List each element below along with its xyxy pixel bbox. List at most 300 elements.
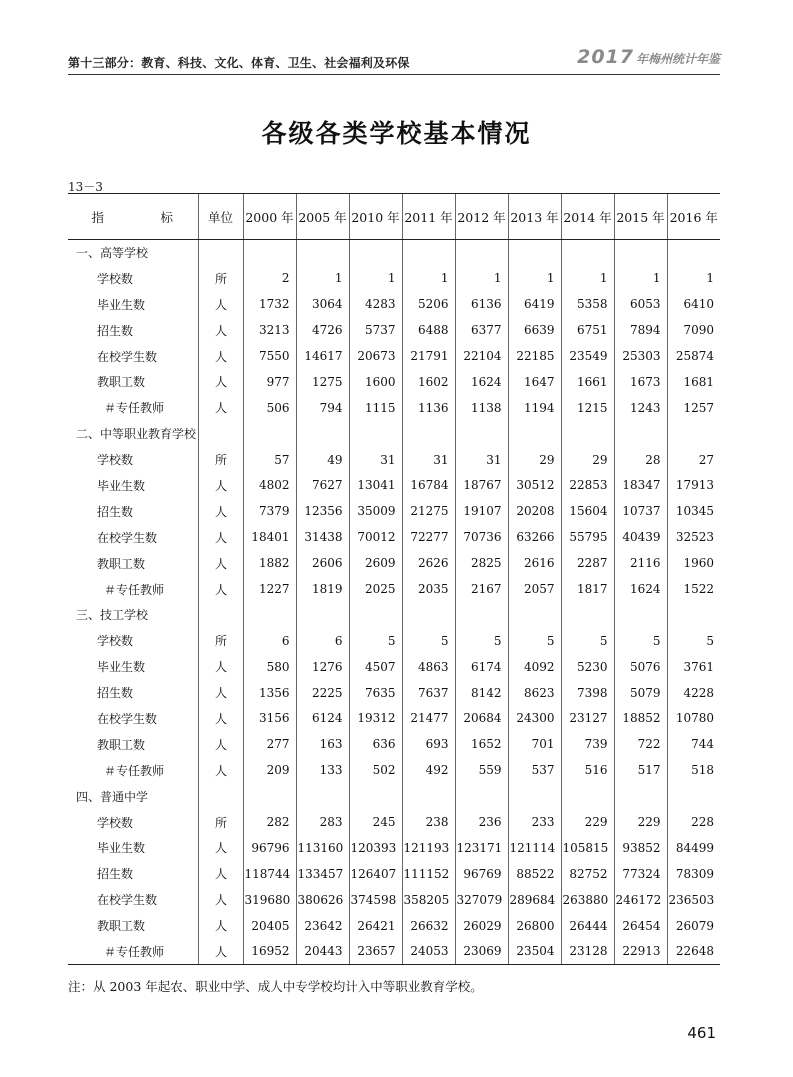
- section-label: 四、普通中学: [76, 789, 149, 804]
- value-cell: 6410: [667, 291, 720, 317]
- column-header-year: 2012 年: [455, 194, 508, 240]
- value-cell: 229: [614, 809, 667, 835]
- value-cell: 18347: [614, 473, 667, 499]
- value-cell: 31438: [296, 524, 349, 550]
- section-label: 三、技工学校: [76, 608, 149, 623]
- value-cell: 5: [508, 628, 561, 654]
- row-label: 在校学生数: [97, 711, 158, 726]
- unit-cell: [198, 421, 243, 447]
- value-cell: 7637: [402, 680, 455, 706]
- value-cell: 238: [402, 809, 455, 835]
- value-cell: 6377: [455, 317, 508, 343]
- table-row: [68, 369, 720, 395]
- value-cell: [508, 240, 561, 266]
- unit-cell: 人: [198, 343, 243, 369]
- unit-cell: 人: [198, 576, 243, 602]
- value-cell: 6053: [614, 291, 667, 317]
- value-cell: 26800: [508, 913, 561, 939]
- value-cell: 118744: [243, 861, 296, 887]
- value-cell: 236: [455, 809, 508, 835]
- value-cell: 744: [667, 731, 720, 757]
- value-cell: 4092: [508, 654, 561, 680]
- column-header-year: 2016 年: [667, 194, 720, 240]
- value-cell: 228: [667, 809, 720, 835]
- row-label: 教职工数: [97, 375, 146, 390]
- value-cell: 123171: [455, 835, 508, 861]
- value-cell: 2: [243, 265, 296, 291]
- value-cell: 2225: [296, 680, 349, 706]
- value-cell: [402, 421, 455, 447]
- value-cell: 20684: [455, 706, 508, 732]
- value-cell: 3156: [243, 706, 296, 732]
- value-cell: 3761: [667, 654, 720, 680]
- value-cell: 1115: [349, 395, 402, 421]
- unit-cell: 所: [198, 628, 243, 654]
- value-cell: 1: [402, 265, 455, 291]
- value-cell: 374598: [349, 887, 402, 913]
- value-cell: 23549: [561, 343, 614, 369]
- value-cell: 4228: [667, 680, 720, 706]
- value-cell: 5: [561, 628, 614, 654]
- value-cell: 5: [614, 628, 667, 654]
- value-cell: 70012: [349, 524, 402, 550]
- value-cell: 27: [667, 447, 720, 473]
- value-cell: 72277: [402, 524, 455, 550]
- value-cell: 6488: [402, 317, 455, 343]
- value-cell: [561, 783, 614, 809]
- value-cell: 49: [296, 447, 349, 473]
- value-cell: [349, 602, 402, 628]
- value-cell: [508, 421, 561, 447]
- header-yearbook-year: 2017: [577, 46, 634, 68]
- column-header-indicator: 指 标: [68, 194, 198, 240]
- value-cell: 8623: [508, 680, 561, 706]
- table-row: [68, 265, 720, 291]
- unit-cell: [198, 240, 243, 266]
- table-row: [68, 680, 720, 706]
- value-cell: 283: [296, 809, 349, 835]
- table-row: [68, 473, 720, 499]
- value-cell: 5206: [402, 291, 455, 317]
- value-cell: [614, 783, 667, 809]
- value-cell: 2035: [402, 576, 455, 602]
- value-cell: 18852: [614, 706, 667, 732]
- value-cell: 5737: [349, 317, 402, 343]
- value-cell: 5: [667, 628, 720, 654]
- value-cell: 29: [561, 447, 614, 473]
- unit-cell: 人: [198, 939, 243, 965]
- row-label: 学校数: [97, 271, 134, 286]
- unit-cell: 所: [198, 447, 243, 473]
- value-cell: 35009: [349, 498, 402, 524]
- value-cell: 1: [296, 265, 349, 291]
- value-cell: 20405: [243, 913, 296, 939]
- unit-cell: 人: [198, 887, 243, 913]
- table-row: [68, 524, 720, 550]
- value-cell: 701: [508, 731, 561, 757]
- value-cell: 19107: [455, 498, 508, 524]
- value-cell: 26454: [614, 913, 667, 939]
- value-cell: 113160: [296, 835, 349, 861]
- value-cell: 2606: [296, 550, 349, 576]
- value-cell: 282: [243, 809, 296, 835]
- value-cell: 26444: [561, 913, 614, 939]
- table-body: [68, 240, 720, 965]
- value-cell: 4283: [349, 291, 402, 317]
- table-row: [68, 498, 720, 524]
- value-cell: 18767: [455, 473, 508, 499]
- value-cell: 2626: [402, 550, 455, 576]
- value-cell: [614, 240, 667, 266]
- row-label: 毕业生数: [97, 297, 146, 312]
- value-cell: 23127: [561, 706, 614, 732]
- value-cell: [296, 240, 349, 266]
- value-cell: 580: [243, 654, 296, 680]
- value-cell: 1624: [614, 576, 667, 602]
- value-cell: 26029: [455, 913, 508, 939]
- value-cell: 20673: [349, 343, 402, 369]
- value-cell: 2825: [455, 550, 508, 576]
- value-cell: 5: [455, 628, 508, 654]
- value-cell: 516: [561, 757, 614, 783]
- table-row: [68, 317, 720, 343]
- value-cell: 1275: [296, 369, 349, 395]
- value-cell: 2057: [508, 576, 561, 602]
- header-yearbook-name: 年梅州统计年鉴: [635, 52, 720, 66]
- unit-cell: 人: [198, 680, 243, 706]
- table-row: [68, 757, 720, 783]
- value-cell: 77324: [614, 861, 667, 887]
- value-cell: 1624: [455, 369, 508, 395]
- value-cell: 17913: [667, 473, 720, 499]
- value-cell: 3064: [296, 291, 349, 317]
- value-cell: 78309: [667, 861, 720, 887]
- section-label: 一、高等学校: [76, 246, 149, 261]
- column-header-year: 2011 年: [402, 194, 455, 240]
- value-cell: 84499: [667, 835, 720, 861]
- value-cell: [349, 421, 402, 447]
- value-cell: 236503: [667, 887, 720, 913]
- value-cell: 23069: [455, 939, 508, 965]
- value-cell: 7550: [243, 343, 296, 369]
- value-cell: 2616: [508, 550, 561, 576]
- value-cell: 1138: [455, 395, 508, 421]
- value-cell: [667, 421, 720, 447]
- header-yearbook-title: [577, 46, 720, 68]
- value-cell: 93852: [614, 835, 667, 861]
- value-cell: 2287: [561, 550, 614, 576]
- value-cell: 506: [243, 395, 296, 421]
- value-cell: 319680: [243, 887, 296, 913]
- value-cell: 57: [243, 447, 296, 473]
- value-cell: 1652: [455, 731, 508, 757]
- value-cell: 1960: [667, 550, 720, 576]
- value-cell: [455, 421, 508, 447]
- value-cell: 502: [349, 757, 402, 783]
- value-cell: 16952: [243, 939, 296, 965]
- row-label: 学校数: [97, 453, 134, 468]
- row-label: ＃专任教师: [104, 401, 165, 416]
- value-cell: 120393: [349, 835, 402, 861]
- table-row: [68, 447, 720, 473]
- value-cell: 20443: [296, 939, 349, 965]
- value-cell: 111152: [402, 861, 455, 887]
- value-cell: 26079: [667, 913, 720, 939]
- table-row: [68, 291, 720, 317]
- value-cell: 29: [508, 447, 561, 473]
- table-row: [68, 628, 720, 654]
- value-cell: 722: [614, 731, 667, 757]
- value-cell: 518: [667, 757, 720, 783]
- value-cell: [402, 602, 455, 628]
- value-cell: 4726: [296, 317, 349, 343]
- value-cell: [243, 421, 296, 447]
- value-cell: [296, 783, 349, 809]
- value-cell: 1522: [667, 576, 720, 602]
- unit-cell: 人: [198, 473, 243, 499]
- value-cell: 31: [455, 447, 508, 473]
- value-cell: [667, 783, 720, 809]
- value-cell: 96769: [455, 861, 508, 887]
- value-cell: 1227: [243, 576, 296, 602]
- value-cell: 6751: [561, 317, 614, 343]
- value-cell: 289684: [508, 887, 561, 913]
- value-cell: [614, 602, 667, 628]
- value-cell: [561, 240, 614, 266]
- value-cell: 55795: [561, 524, 614, 550]
- value-cell: [508, 783, 561, 809]
- value-cell: 23128: [561, 939, 614, 965]
- unit-cell: 所: [198, 809, 243, 835]
- table-number: 13－3: [68, 180, 103, 194]
- value-cell: 794: [296, 395, 349, 421]
- value-cell: 7894: [614, 317, 667, 343]
- value-cell: 1243: [614, 395, 667, 421]
- value-cell: 6124: [296, 706, 349, 732]
- value-cell: 492: [402, 757, 455, 783]
- table-row: [68, 939, 720, 965]
- unit-cell: 人: [198, 757, 243, 783]
- row-label: ＃专任教师: [104, 582, 165, 597]
- stats-table: [68, 193, 720, 965]
- column-header-year: 2005 年: [296, 194, 349, 240]
- value-cell: 1600: [349, 369, 402, 395]
- value-cell: 13041: [349, 473, 402, 499]
- value-cell: 4507: [349, 654, 402, 680]
- value-cell: 25303: [614, 343, 667, 369]
- value-cell: [349, 240, 402, 266]
- value-cell: 209: [243, 757, 296, 783]
- row-label: 毕业生数: [97, 478, 146, 493]
- row-label: 在校学生数: [97, 530, 158, 545]
- value-cell: [402, 240, 455, 266]
- value-cell: [243, 602, 296, 628]
- value-cell: [455, 783, 508, 809]
- column-header-year: 2014 年: [561, 194, 614, 240]
- unit-cell: 人: [198, 706, 243, 732]
- value-cell: 7379: [243, 498, 296, 524]
- value-cell: 6419: [508, 291, 561, 317]
- value-cell: 636: [349, 731, 402, 757]
- unit-cell: [198, 783, 243, 809]
- value-cell: 14617: [296, 343, 349, 369]
- column-header-year: 2013 年: [508, 194, 561, 240]
- value-cell: 26421: [349, 913, 402, 939]
- table-row: [68, 731, 720, 757]
- section-row: [68, 783, 720, 809]
- page-title: 各级各类学校基本情况: [261, 119, 532, 148]
- value-cell: [667, 240, 720, 266]
- value-cell: 1: [349, 265, 402, 291]
- value-cell: 24300: [508, 706, 561, 732]
- value-cell: 5: [402, 628, 455, 654]
- value-cell: [561, 602, 614, 628]
- unit-cell: 人: [198, 291, 243, 317]
- value-cell: 5076: [614, 654, 667, 680]
- value-cell: 1882: [243, 550, 296, 576]
- value-cell: 263880: [561, 887, 614, 913]
- column-header-year: 2010 年: [349, 194, 402, 240]
- value-cell: 10345: [667, 498, 720, 524]
- value-cell: 6174: [455, 654, 508, 680]
- column-header-unit: 单位: [198, 194, 243, 240]
- row-label: 招生数: [97, 323, 134, 338]
- value-cell: 1819: [296, 576, 349, 602]
- value-cell: 22853: [561, 473, 614, 499]
- value-cell: 5358: [561, 291, 614, 317]
- value-cell: 2116: [614, 550, 667, 576]
- value-cell: 63266: [508, 524, 561, 550]
- section-row: [68, 602, 720, 628]
- value-cell: 31: [402, 447, 455, 473]
- value-cell: 1: [561, 265, 614, 291]
- row-label: 在校学生数: [97, 893, 158, 908]
- value-cell: 358205: [402, 887, 455, 913]
- value-cell: 2025: [349, 576, 402, 602]
- table-row: [68, 550, 720, 576]
- footnote: 注：从 2003 年起农、职业中学、成人中专学校均计入中等职业教育学校。: [68, 979, 483, 994]
- value-cell: 1647: [508, 369, 561, 395]
- unit-cell: 人: [198, 317, 243, 343]
- value-cell: [455, 240, 508, 266]
- value-cell: 1: [508, 265, 561, 291]
- value-cell: 82752: [561, 861, 614, 887]
- value-cell: 6: [296, 628, 349, 654]
- value-cell: 1: [455, 265, 508, 291]
- table-row: [68, 887, 720, 913]
- column-header-year: 2000 年: [243, 194, 296, 240]
- value-cell: 229: [561, 809, 614, 835]
- value-cell: [508, 602, 561, 628]
- value-cell: 88522: [508, 861, 561, 887]
- unit-cell: 所: [198, 265, 243, 291]
- value-cell: 6: [243, 628, 296, 654]
- value-cell: [243, 240, 296, 266]
- value-cell: 5: [349, 628, 402, 654]
- value-cell: 20208: [508, 498, 561, 524]
- value-cell: 21791: [402, 343, 455, 369]
- value-cell: 121193: [402, 835, 455, 861]
- value-cell: 1673: [614, 369, 667, 395]
- unit-cell: 人: [198, 654, 243, 680]
- value-cell: 1602: [402, 369, 455, 395]
- value-cell: 133: [296, 757, 349, 783]
- value-cell: 739: [561, 731, 614, 757]
- value-cell: 96796: [243, 835, 296, 861]
- row-label: 毕业生数: [97, 660, 146, 675]
- table-row: [68, 576, 720, 602]
- table-row: [68, 913, 720, 939]
- value-cell: 163: [296, 731, 349, 757]
- value-cell: 21275: [402, 498, 455, 524]
- row-label: 学校数: [97, 815, 134, 830]
- value-cell: 30512: [508, 473, 561, 499]
- column-header-year: 2015 年: [614, 194, 667, 240]
- value-cell: 26632: [402, 913, 455, 939]
- row-label: 教职工数: [97, 556, 146, 571]
- running-header: [68, 46, 720, 75]
- value-cell: 8142: [455, 680, 508, 706]
- value-cell: 126407: [349, 861, 402, 887]
- value-cell: 1194: [508, 395, 561, 421]
- value-cell: 7635: [349, 680, 402, 706]
- value-cell: 12356: [296, 498, 349, 524]
- value-cell: 23504: [508, 939, 561, 965]
- value-cell: [349, 783, 402, 809]
- value-cell: 246172: [614, 887, 667, 913]
- unit-cell: 人: [198, 861, 243, 887]
- row-label: 教职工数: [97, 919, 146, 934]
- value-cell: 5230: [561, 654, 614, 680]
- unit-cell: [198, 602, 243, 628]
- unit-cell: 人: [198, 550, 243, 576]
- table-row: [68, 654, 720, 680]
- value-cell: 537: [508, 757, 561, 783]
- value-cell: 15604: [561, 498, 614, 524]
- row-label: ＃专任教师: [68, 939, 198, 965]
- value-cell: 1732: [243, 291, 296, 317]
- value-cell: 559: [455, 757, 508, 783]
- value-cell: 6639: [508, 317, 561, 343]
- value-cell: 380626: [296, 887, 349, 913]
- unit-cell: 人: [198, 369, 243, 395]
- row-label: 招生数: [97, 504, 134, 519]
- value-cell: 977: [243, 369, 296, 395]
- value-cell: 21477: [402, 706, 455, 732]
- value-cell: 3213: [243, 317, 296, 343]
- value-cell: 23657: [349, 939, 402, 965]
- value-cell: 18401: [243, 524, 296, 550]
- value-cell: 245: [349, 809, 402, 835]
- value-cell: 1817: [561, 576, 614, 602]
- value-cell: 1215: [561, 395, 614, 421]
- row-label: 学校数: [97, 634, 134, 649]
- value-cell: 105815: [561, 835, 614, 861]
- value-cell: 6136: [455, 291, 508, 317]
- value-cell: 233: [508, 809, 561, 835]
- value-cell: 23642: [296, 913, 349, 939]
- unit-cell: 人: [198, 498, 243, 524]
- value-cell: [296, 421, 349, 447]
- value-cell: 7627: [296, 473, 349, 499]
- value-cell: [455, 602, 508, 628]
- value-cell: 693: [402, 731, 455, 757]
- value-cell: 1661: [561, 369, 614, 395]
- value-cell: 22913: [614, 939, 667, 965]
- table-header-row: [68, 194, 720, 240]
- value-cell: 16784: [402, 473, 455, 499]
- section-label: 二、中等职业教育学校: [76, 427, 197, 442]
